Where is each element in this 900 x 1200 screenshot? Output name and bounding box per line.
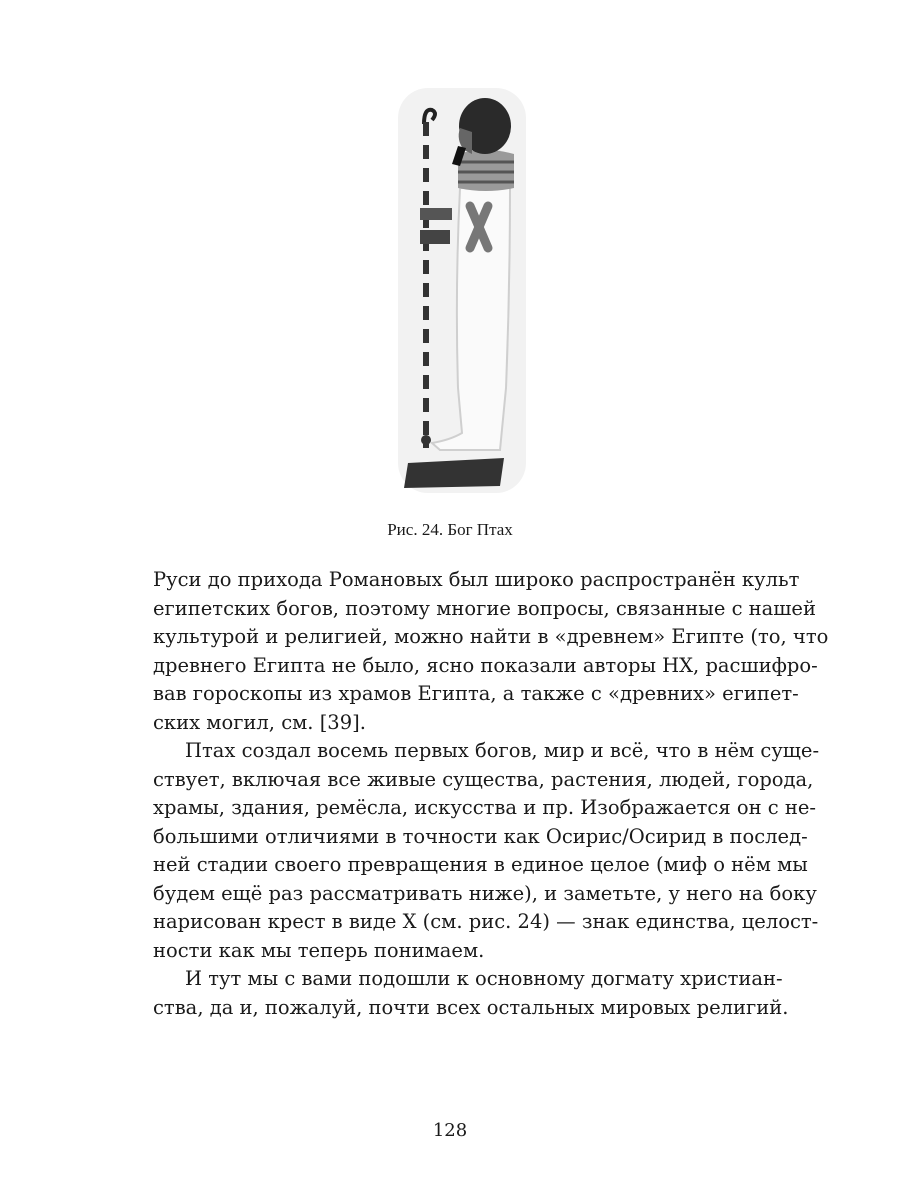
text-line: большими отличиями в точности как Осирис/Осирид в послед- xyxy=(153,824,808,848)
figure-caption: Рис. 24. Бог Птах xyxy=(387,520,513,539)
text-line: ствует, включая все живые существа, растения, людей, города, xyxy=(153,767,814,791)
text-line: будем ещё раз рассматривать ниже), и заметьте, у него на боку xyxy=(153,881,817,905)
text-line: И тут мы с вами подошли к основному догмату христиан- xyxy=(185,967,783,990)
text-line: ства, да и, пожалуй, почти всех остальных мировых религий. xyxy=(153,995,789,1019)
text-line: вав гороскопы из храмов Египта, а также с «древних» египет- xyxy=(153,682,799,705)
paragraph-3 xyxy=(153,965,789,1022)
text-line: культурой и религией, можно найти в «древнем» Египте (то, что xyxy=(153,625,829,648)
text-line: храмы, здания, ремёсла, искусства и пр. Изображается он с не- xyxy=(153,796,817,819)
text-line: ских могил, см. [39]. xyxy=(153,710,366,734)
text-line: нарисован крест в виде Х (см. рис. 24) — знак единства, целост- xyxy=(153,910,819,933)
ptah-illustration xyxy=(380,88,530,493)
paragraph-2 xyxy=(153,737,820,965)
text-line: ности как мы теперь понимаем. xyxy=(153,938,485,962)
figure-god-ptah xyxy=(380,88,530,493)
paragraph-1 xyxy=(153,566,829,737)
text-line: Птах создал восемь первых богов, мир и всё, что в нём суще- xyxy=(185,739,820,762)
body-text xyxy=(153,566,829,1022)
text-line: ней стадии своего превращения в единое целое (миф о нём мы xyxy=(153,853,808,876)
text-line: Руси до прихода Романовых был широко распространён культ xyxy=(153,568,800,591)
text-line: древнего Египта не было, ясно показали авторы НХ, расшифро- xyxy=(153,653,818,677)
text-line: египетских богов, поэтому многие вопросы, связанные с нашей xyxy=(153,596,816,620)
page-number: 128 xyxy=(432,1120,468,1141)
